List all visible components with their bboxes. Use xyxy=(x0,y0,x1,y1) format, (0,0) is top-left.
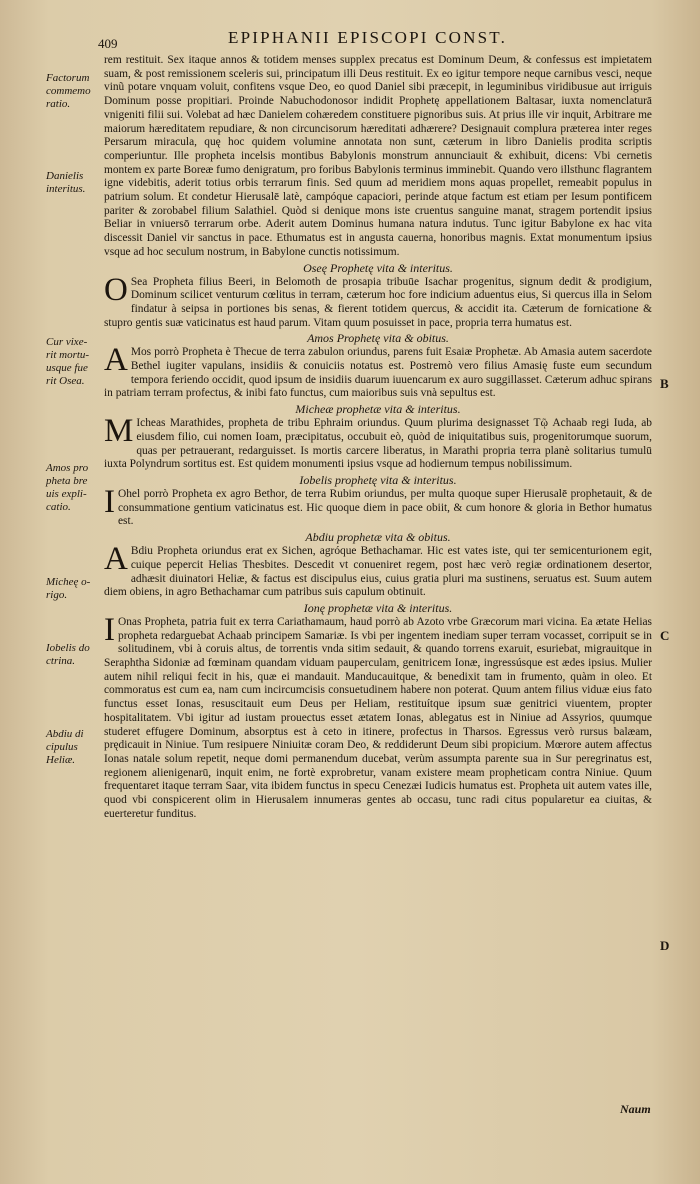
margin-letter-b: B xyxy=(660,376,669,391)
dropcap-m: M xyxy=(104,413,134,450)
section-paragraph-michea: M Icheas Marathides, propheta de tribu Ephraim oriundus. Quum plurima designasset Τῷ Achaab regi Iuda, ab eiusdem filio, cui nomen Ioam, præcipitatus, occubuit eò, quòd de iniquitatibus suis, progenitorumque suorum, quas per petrauerant, redarguisset. Is mortis carcere liberatus, in Marathi propria terra planè solitarius tumulū iuxta Polyndrum sortitus est. Est quidem monumenti ipsius vsque ad hodiernum tempus nobilissimum. xyxy=(104,413,652,471)
section-paragraph-abdiu: A Bdiu Propheta oriundus erat ex Sichen, agróque Bethachamar. Hic est vates iste, qui ter semicenturionem egit, cuique pepercit Helias Thesbites. Descedit vt conueniret regem, post hæc verò regiæ ordinationem desertor, adhæsit diuinatori Heliæ, & factus est discipulus eius, cuius gratia pluri ma sustinens, seruatus est. Suum autem diem obiens, in agro Bethachamar cum patribus suis capulum obtinuit. xyxy=(104,541,652,599)
dropcap-i2: I xyxy=(104,611,115,648)
section-heading-amos: Amos Prophetę vita & obitus. xyxy=(307,331,449,346)
dropcap-o: O xyxy=(104,271,128,308)
section-heading-abdiu: Abdiu prophetæ vita & obitus. xyxy=(305,530,451,545)
section-paragraph-iobel: I Ohel porrò Propheta ex agro Bethor, de terra Rubim oriundus, per multa quoque super Hierusalē prophetauit, & de consummatione gentium vaticinatus est. Hic quoque diem in pace obiit, & cum honore & gloria in Bethor humatus est. xyxy=(104,483,652,528)
sidenote-michea: Micheę o- rigo. xyxy=(46,576,91,601)
sidenote-danielis: Danielis interitus. xyxy=(46,170,86,195)
margin-letter-d: D xyxy=(660,938,670,953)
section-paragraph-osea: O Sea Propheta filius Beeri, in Belomoth de prosapia tribuūe Isachar progenitus, signum dedit & prodigium, Dominum scilicet venturum cœlitus in terram, cæterum hoc fore indicium aduentus eius, Si quercus illa in Selom findatur à seipsa in portiones bis senas, & fierent totidem quercus, & accidit ita. Cæterum de fornicatione & stupro gentis suæ vaticinatus est haud parum. Vitam quum posuisset in pace, propria terra humatus est. xyxy=(104,271,652,329)
margin-letter-c: C xyxy=(660,628,670,643)
page-number: 409 xyxy=(98,36,118,51)
section-heading-iona: Ionę prophetæ vita & interitus. xyxy=(303,600,453,615)
running-head: EPIPHANII EPISCOPI CONST. xyxy=(228,28,508,47)
dropcap-a: A xyxy=(104,342,128,379)
sidenote-osea: Cur vixe- rit mortu- usque fue rit Osea. xyxy=(46,336,90,387)
section-heading-iobel: Iobelis prophetę vita & interitus. xyxy=(299,472,457,487)
dropcap-i: I xyxy=(104,483,115,520)
sidenote-iobel: Iobelis do ctrina. xyxy=(46,642,90,667)
section-heading-osea: Oseę Prophetę vita & interitus. xyxy=(303,260,453,275)
sidenote-abdiu: Abdiu di cipulus Heliæ. xyxy=(46,728,84,766)
dropcap-a2: A xyxy=(104,541,128,578)
catchword: Naum xyxy=(620,1102,651,1116)
daniel-paragraph: rem restituit. Sex itaque annos & totidem menses supplex precatus est Dominum Deum, & confessus est impietatem suam, & post remissionem sceleris sui, principatum illi Deus restituit. Ex eo igitur tempore neque carnibus vesci, neque vinũ potare vnquam voluit, confitens vsque Deo, eo quod Daniel sibi præcepit, in leguminibus viridibusue aut irriguis Dominum posse propitiari. Proinde Nabuchodonosor indidit Prophetę appellationem Baltasar, iuxta nomenclaturā vnigeniti filii sui. Volebat ad hæc Danielem cohæredem constituere pignoribus suis. At prius ille vir inquit, Arbitrare me maiorum hæreditatem repudiare, & non circuncisorum hæreditati adhærere? Designauit complura præterea inter reges Persarum miracula, quę hoc quidem volumine annotata non sunt, cæterum in libro Danielis prodita scriptis comperiuntur. Ille propheta incelsis montibus Babylonis monstrum annunciauit & exhibuit, dicens: Vbi cernetis montem ex parte Boreæ fumo denigratum, pro foribus Babylonis terminus imminebit. Quando vero illsthunc flagrantem igne videbitis, aderit totius orbis terrarum finis. Sed quum ad meridiem mons aquas propellet, remeabit populus in patrium solum. Et condetur Hierusalē latè, campóque capaciori, perinde atque factum est etiam per Iesum pontificem pariter & zorobabel filium Salathiel. Quòd si denique mons iste cruentus sanguine manat, stragem portendit ipsius Beliar in vniuersō terrarum orbe. Aderit autem Dominus humana natura indutus. Tunc igitur Babylone ex hac vita discessit Daniel vir sanctus in pace. Ethumatus est in angusta cauerna, honoribus magnis. Extat monumentum ipsius vsque ad hoc seculum nostrum, in Babylone cunctis notissimum. xyxy=(104,54,652,258)
section-heading-michea: Micheæ prophetæ vita & interitus. xyxy=(295,402,461,417)
section-paragraph-iona: I Onas Propheta, patria fuit ex terra Cariathamaum, haud porrò ab Azoto vrbe Græcorum mari vicina. Ea ætate Helias propheta redarguebat Achaab principem Samariæ. Is vbi per ingentem inediam super terram vocasset, corripuit se in solitudinem, vbi à coruis altus, de torrentis vnda sitim sedauit, & quando torrens exaruit, esuriebat, migrauitque in Seraphtha Sidoniæ ad fœminam quandam viduam pauperculam, genitricem Ionæ, ingressúsque est ædes ipsius. Mulier autem nihil reliqui fecit in his, quæ ei mandauit. Manducauitque, & benedixit tam in frumento, quàm in oleo. Et commoratus est cum ea, nam cum incircumcisis consuetudinem habere non poterat. Quum antem filius viduæ eius fato functus esset Ionas, resuscitauit eum Deus per Heliam, restituítque ipsum suæ genitrici viuentem, propter hospitalitatem. Vbi igitur ad iustam prouectus esset ætatem Ionas, ablegatus est in Niniue ad Assyrios, quumque studeret effugere Dominum, absorptus est à ceto in itinere, profectus in Tharsos. Egressus verò rursus balæam, prędicauit in Niniue. Tum resipuere Niniuitæ coram Deo, & reddiderunt Deum sibi propicium. Mœrore autem affectus Ionas natale solum repetit, neque domi permanendum ducebat, verùm assumpta parente sua in Sur peregrinatus est, regionem alienigenarū, inquit enim, ne fortè exprobretur, vanam existere meam propheticam contra Niniue. Quum frequentaret itaque terram Saar, vita ibidem functus in specu Cenezæi Iudicis humatus est. Propheta uit autem vates ille, quod vbi conspicerent olim in Hierusalem innumeras gentes ab occasu, tunc radi citus popularetur ea ciuitas, & euerteretur funditus. xyxy=(104,611,652,820)
main-text-column xyxy=(104,54,652,821)
section-paragraph-amos: A Mos porrò Propheta è Thecue de terra zabulon oriundus, parens fuit Esaiæ Prophetæ. Ab Amasia autem sacerdote Bethel iugiter vapulans, insidiis & conuiciis notatus est. Postremò vero filius Amasię fuste eum secundum tempora feriendo occidit, quod ipsum de insidiis duarum iuuencarum ex auro suggillasset. Cæterum adhuc spirans in patriam terram profectus, & inibi fato functus, cum maioribus suis vnà sepultus est. xyxy=(104,342,652,400)
sidenote-factorum: Factorum commemo ratio. xyxy=(46,72,91,110)
sidenote-amos: Amos pro pheta bre uis expli- catio. xyxy=(46,462,89,513)
